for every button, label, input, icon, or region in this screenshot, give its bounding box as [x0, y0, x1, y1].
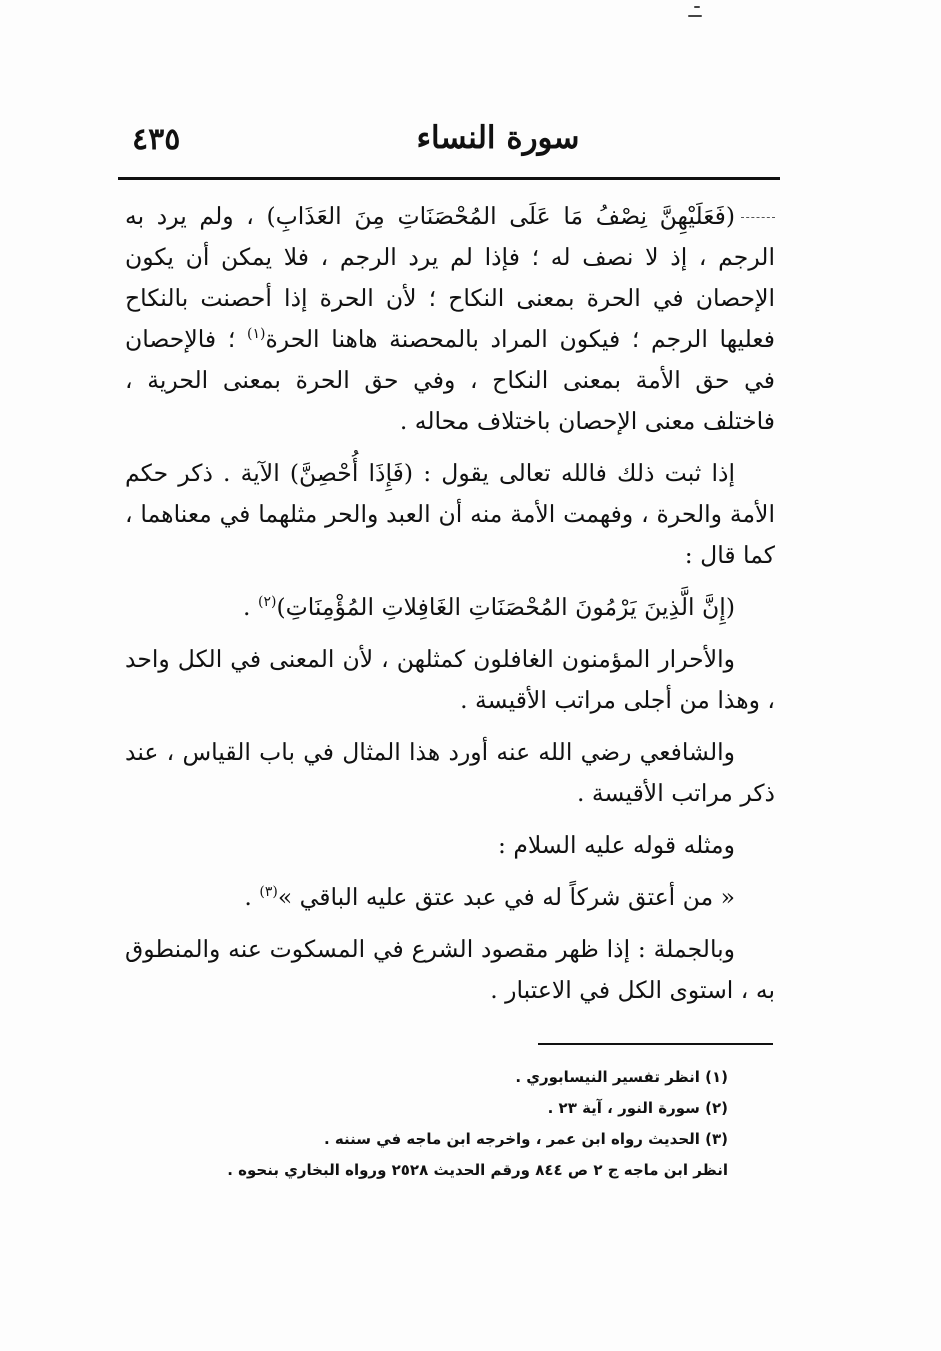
footnote-rule — [538, 1043, 773, 1045]
header-rule — [118, 177, 780, 180]
footnote-1: (١) انظر تفسير النيسابوري . — [515, 1068, 728, 1086]
page-header — [118, 112, 780, 172]
hadith-quote: « من أعتق شركاً له في عبد عتق عليه الباقي » — [277, 883, 735, 911]
page-number: ٤٣٥ — [132, 122, 181, 157]
paragraph-1 — [125, 196, 775, 442]
paragraph-8: وبالجملة : إذا ظهر مقصود الشرع في المسكوت عنه والمنطوق به ، استوى الكل في الاعتبار . — [125, 935, 775, 1004]
paragraph-3-end: . — [243, 593, 258, 621]
footnote-2: (٢) سورة النور ، آية ٢٣ . — [547, 1099, 728, 1117]
paragraph-2: إذا ثبت ذلك فالله تعالى يقول : (فَإِذَا أُحْصِنَّ) الآية . ذكر حكم الأمة والحرة ، وفهمت الأمة منه أن العبد والحر مثلهما في معناهما ، كما قال : — [125, 459, 775, 569]
paragraph-7-end: . — [244, 883, 260, 911]
scan-mark — [688, 6, 706, 24]
footnote-ref-1: (١) — [246, 326, 266, 343]
paragraph-6: ومثله قوله عليه السلام : — [497, 831, 735, 859]
paragraph-5: والشافعي رضي الله عنه أورد هذا المثال في باب القياس ، عند ذكر مراتب الأقيسة . — [125, 738, 775, 807]
paragraph-4: والأحرار المؤمنون الغافلون كمثلهن ، لأن المعنى في الكل واحد ، وهذا من أجلى مراتب الأقيسة . — [125, 645, 775, 714]
surah-title: سورة النساء — [416, 120, 580, 156]
verse-quote: (إِنَّ الَّذِينَ يَرْمُونَ المُحْصَنَاتِ الغَافِلاتِ المُؤْمِنَاتِ) — [276, 593, 735, 621]
main-text — [125, 196, 775, 1022]
footnote-ref-3: (٣) — [259, 884, 278, 901]
paragraph-7 — [125, 877, 775, 918]
paragraph-3 — [125, 587, 775, 628]
footnote-3-continued: انظر ابن ماجه ج ٢ ص ٨٤٤ ورقم الحديث ٢٥٢٨ ورواه البخاري بنحوه . — [227, 1161, 728, 1179]
footnote-3: (٣) الحديث رواه ابن عمر ، واخرجه ابن ماجه في سننه . — [323, 1130, 728, 1148]
footnotes — [150, 1062, 728, 1186]
paragraph-1-text-b: ؛ فالإحصان في حق الأمة بمعنى النكاح ، وفي حق الحرة بمعنى الحرية ، فاختلف معنى الإحصان باختلاف محاله . — [125, 325, 775, 435]
leading-dash — [741, 217, 775, 219]
paragraph-1-text-a: (فَعَلَيْهِنَّ نِصْفُ مَا عَلَى المُحْصَنَاتِ مِنَ العَذَابِ) ، ولم يرد به الرجم ، إذ لا نصف له ؛ فإذا لم يرد الرجم ، فلا يمكن أن يكون الإحصان في الحرة بمعنى النكاح ؛ لأن الحرة إذا أحصنت بالنكاح فعليها الرجم ؛ فيكون المراد بالمحصنة هاهنا الحرة — [125, 202, 775, 353]
footnote-ref-2: (٢) — [257, 594, 277, 611]
